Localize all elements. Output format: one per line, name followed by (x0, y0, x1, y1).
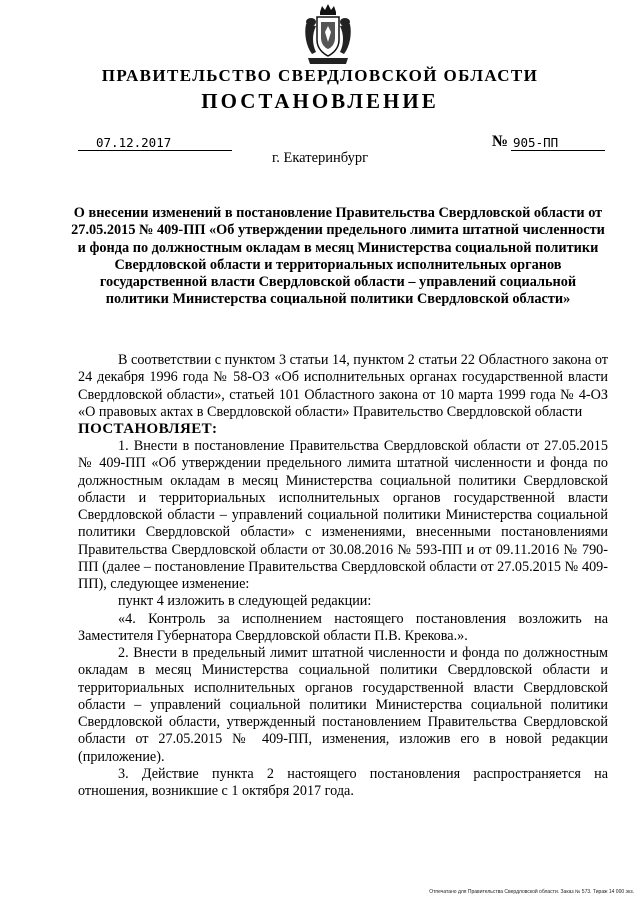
preamble-paragraph: В соответствии с пунктом 3 статьи 14, пунктом 2 статьи 22 Областного закона от 24 декабря 1996 года № 58-ОЗ «Об исполнительных органах государственной власти Свердловской области», статьей 101 Областного закона от 10 марта 1999 года № 4-ОЗ «О правовых актах в Свердловской области» Правительство Свердловской области (78, 352, 608, 420)
decree-heading: О внесении изменений в постановление Правительства Свердловской области от 27.05.2015 № 409-ПП «Об утверждении предельного лимита штатной численности и фонда по должностным окладам в месяц Министерства социальной политики Свердловской области и территориальных исполнительных органов государственной власти Свердловской области – управлений социальной политики Министерства социальной политики Свердловской области» (71, 205, 605, 308)
decree-number: 905-ПП (511, 135, 605, 151)
print-imprint: Отпечатано для Правительства Свердловской области. Заказ № 573. Тираж 14 000 экз. (429, 889, 634, 895)
decree-date: 07.12.2017 (78, 135, 232, 151)
item-2-paragraph: 2. Внести в предельный лимит штатной численности и фонда по должностным окладам в месяц Министерства социальной политики Свердловской области и территориальных исполнительных органов государственной власти Свердловской области – управлений социальной политики Министерства социальной политики Свердловской области, утвержденный постановлением Правительства Свердловской области от 27.05.2015 № 409-ПП, изменения, изложив его в новой редакции (приложение). (78, 645, 608, 765)
document-type: ПОСТАНОВЛЕНИЕ (201, 89, 439, 113)
resolves-heading: ПОСТАНОВЛЯЕТ: (78, 421, 218, 437)
item-1-subparagraph: пункт 4 изложить в следующей редакции: (118, 593, 372, 610)
coat-of-arms-icon (302, 4, 354, 66)
item-3-paragraph: 3. Действие пункта 2 настоящего постановления распространяется на отношения, возникшие с 1 октября 2017 года. (78, 765, 608, 799)
number-sign: № (492, 133, 509, 150)
item-1-paragraph: 1. Внести в постановление Правительства Свердловской области от 27.05.2015 № 409-ПП «Об утверждении предельного лимита штатной численности и фонда по должностным окладам в месяц Министерства социальной политики Свердловской области и территориальных исполнительных органов государственной власти Свердловской области – управлений социальной политики Министерства социальной политики Свердловской области» с изменениями, внесенными постановлениями Правительства Свердловской области от 30.08.2016 № 593-ПП и от 09.11.2016 № 790-ПП (далее – постановление Правительства Свердловской области от 27.05.2015 № 409-ПП), следующее изменение: (78, 438, 608, 592)
government-name: ПРАВИТЕЛЬСТВО СВЕРДЛОВСКОЙ ОБЛАСТИ (101, 66, 539, 85)
item-1-quote: «4. Контроль за исполнением настоящего постановления возложить на Заместителя Губернатора Свердловской области П.В. Крекова.». (78, 610, 608, 644)
decree-body (78, 352, 608, 800)
city: г. Екатеринбург (271, 150, 369, 166)
